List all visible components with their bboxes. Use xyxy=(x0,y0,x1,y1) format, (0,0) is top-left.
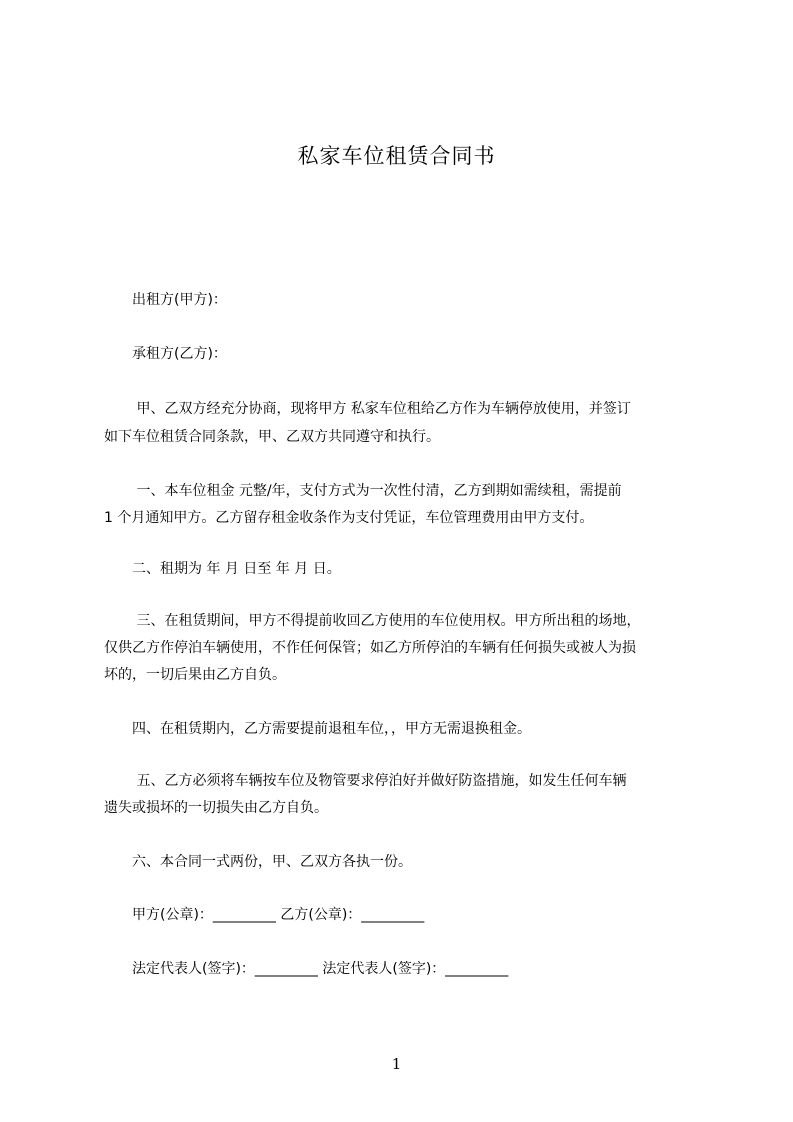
clause-3-line-2: 仅供乙方作停泊车辆使用，不作任何保管；如乙方所停泊的车辆有任何损失或被人为损 xyxy=(104,640,636,656)
clause-5-line-1: 五、乙方必须将车辆按车位及物管要求停泊好并做好防盗措施，如发生任何车辆 xyxy=(104,773,627,789)
clause-3-line-1: 三、在租赁期间，甲方不得提前收回乙方使用的车位使用权。甲方所出租的场地， xyxy=(104,613,641,629)
seal-line: 甲方(公章)：_________ 乙方(公章)：_________ xyxy=(104,907,425,923)
clause-3-line-3: 坏的，一切后果由乙方自负。 xyxy=(104,667,286,683)
lessee-line: 承租方(乙方)： xyxy=(104,346,227,362)
clause-4-line: 四、在租赁期内，乙方需要提前退租车位，，甲方无需退换租金。 xyxy=(104,721,531,737)
clause-1-line-2: 1 个月通知甲方。乙方留存租金收条作为支付凭证，车位管理费用由甲方支付。 xyxy=(104,510,594,526)
lessor-line: 出租方(甲方)： xyxy=(104,292,227,308)
intro-line-2: 如下车位租赁合同条款，甲、乙双方共同遵守和执行。 xyxy=(104,429,440,445)
signature-line: 法定代表人(签字)：_________ 法定代表人(签字)：_________ xyxy=(104,961,509,977)
document-title: 私家车位租赁合同书 xyxy=(297,144,496,168)
page-number: 1 xyxy=(391,1055,402,1073)
intro-line-1: 甲、乙双方经充分协商，现将甲方 私家车位租给乙方作为车辆停放使用，并签订 xyxy=(104,401,631,417)
clause-6-line: 六、本合同一式两份，甲、乙双方各执一份。 xyxy=(104,854,412,870)
clause-2-line: 二、租期为 年 月 日至 年 月 日。 xyxy=(104,561,341,577)
clause-5-line-2: 遗失或损坏的一切损失由乙方自负。 xyxy=(104,800,328,816)
clause-1-line-1: 一、本车位租金 元整/年，支付方式为一次性付清，乙方到期如需续租，需提前 xyxy=(104,483,622,499)
